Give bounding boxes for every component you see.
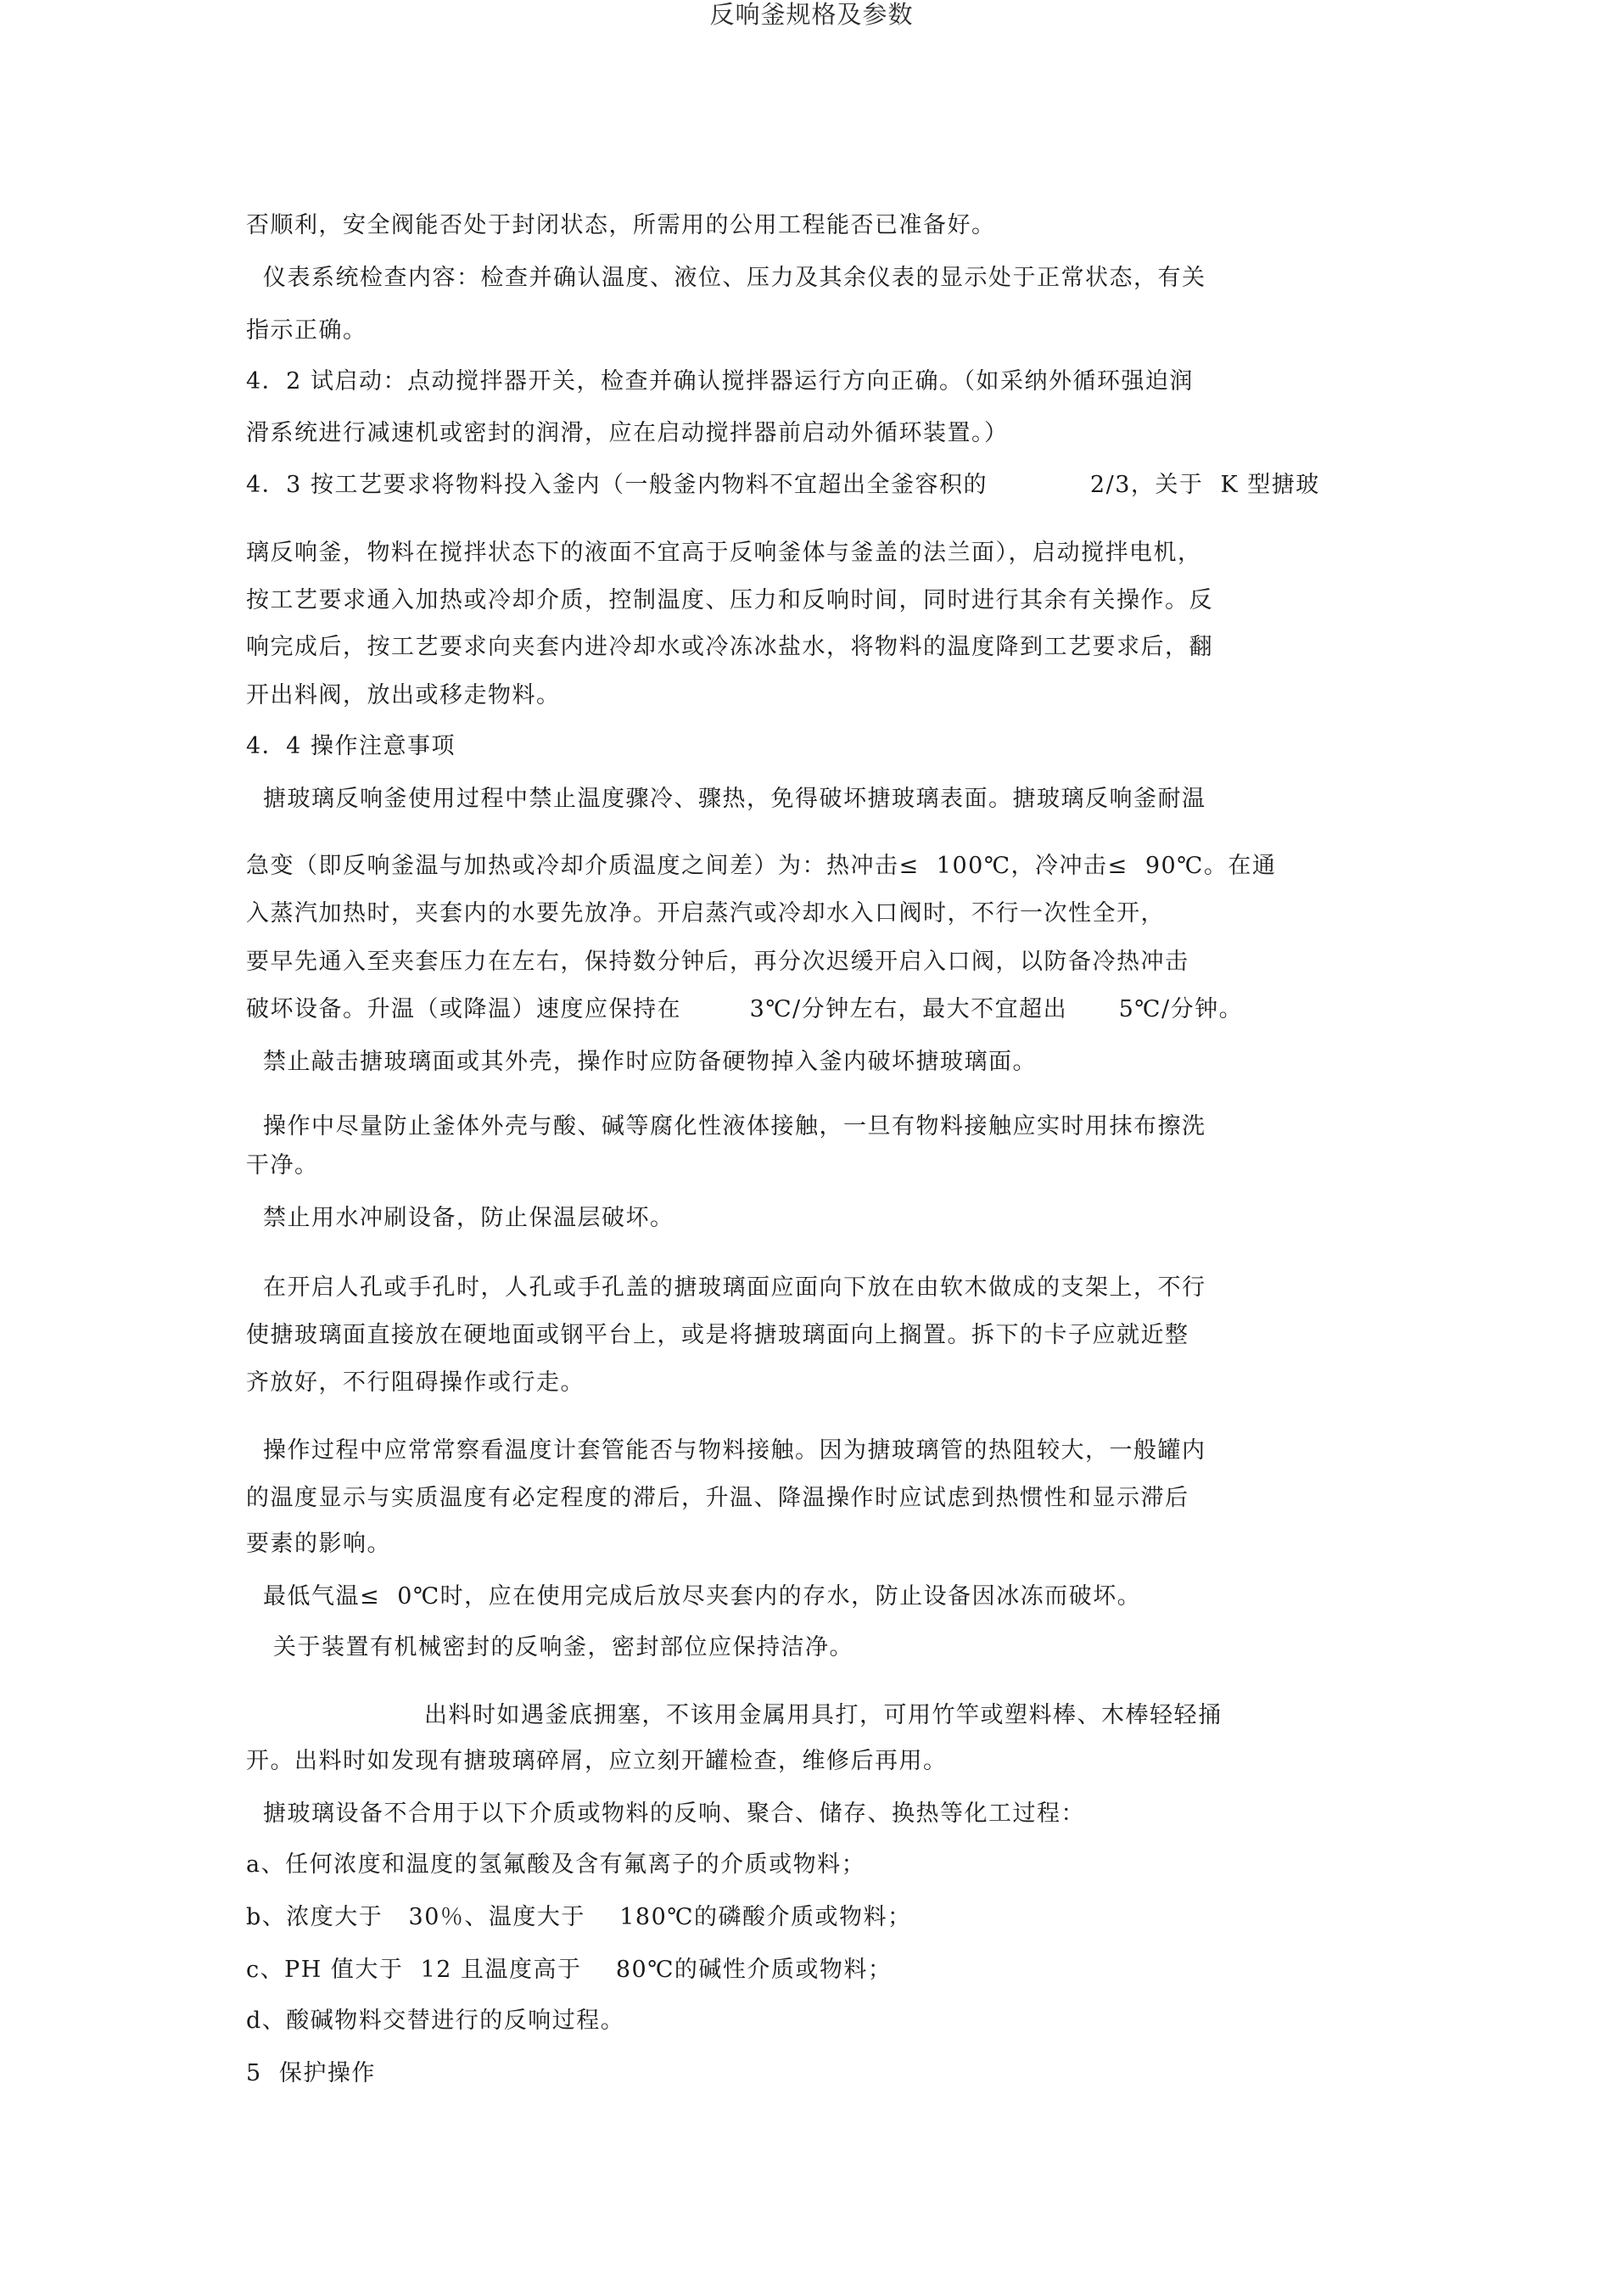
text-line: 搪玻璃反响釜使用过程中禁止温度骤冷、骤热，免得破坏搪玻璃表面。搪玻璃反响釜耐温 <box>263 786 1206 812</box>
text-line: 急变（即反响釜温与加热或冷却介质温度之间差）为：热冲击≤ 100℃，冷冲击≤ 90℃。在通 <box>246 853 1277 879</box>
text-line: 齐放好，不行阻碍操作或行走。 <box>246 1369 585 1396</box>
text-line: 响完成后，按工艺要求向夹套内进冷却水或冷冻冰盐水，将物料的温度降到工艺要求后，翻 <box>246 634 1213 660</box>
text-line: 仪表系统检查内容：检查并确认温度、液位、压力及其余仪表的显示处于正常状态，有关 <box>263 265 1206 291</box>
text-line: 的温度显示与实质温度有必定程度的滞后，升温、降温操作时应试虑到热惯性和显示滞后 <box>246 1485 1189 1511</box>
text-line: 按工艺要求通入加热或冷却介质，控制温度、压力和反响时间，同时进行其余有关操作。反 <box>246 587 1213 613</box>
text-line: 否顺利，安全阀能否处于封闭状态，所需用的公用工程能否已准备好。 <box>246 212 996 238</box>
text-line: 使搪玻璃面直接放在硬地面或钢平台上，或是将搪玻璃面向上搁置。拆下的卡子应就近整 <box>246 1322 1189 1348</box>
text-line: 出料时如遇釜底拥塞，不该用金属用具打，可用竹竿或塑料棒、木棒轻轻捅 <box>424 1702 1223 1728</box>
text-line: 开。出料时如发现有搪玻璃碎屑，应立刻开罐检查，维修后再用。 <box>246 1748 948 1774</box>
text-line: a、任何浓度和温度的氢氟酸及含有氟离子的介质或物料； <box>246 1851 866 1878</box>
text-line: 操作中尽量防止釜体外壳与酸、碱等腐化性液体接触，一旦有物料接触应实时用抹布擦洗 <box>263 1113 1206 1140</box>
text-line: 4．2 试启动：点动搅拌器开关，检查并确认搅拌器运行方向正确。（如采纳外循环强迫润 <box>246 368 1194 395</box>
text-line: 禁止用水冲刷设备，防止保温层破坏。 <box>263 1205 674 1231</box>
section-heading: 5 保护操作 <box>246 2060 376 2086</box>
text-line: 要素的影响。 <box>246 1531 391 1557</box>
text-line: 破坏设备。升温（或降温）速度应保持在 3℃/分钟左右，最大不宜超出 5℃/分钟。 <box>246 996 1244 1022</box>
text-line: 开出料阀，放出或移走物料。 <box>246 682 561 708</box>
text-line: 最低气温≤ 0℃时，应在使用完成后放尽夹套内的存水，防止设备因冰冻而破坏。 <box>263 1583 1142 1610</box>
page-header-title: 反响釜规格及参数 <box>709 0 914 29</box>
text-line: 在开启人孔或手孔时，人孔或手孔盖的搪玻璃面应面向下放在由软木做成的支架上，不行 <box>263 1274 1206 1301</box>
text-line: 干净。 <box>246 1152 319 1179</box>
text-line: 要早先通入至夹套压力在左右，保持数分钟后，再分次迟缓开启入口阀，以防备冷热冲击 <box>246 949 1189 975</box>
text-line: 4．4 操作注意事项 <box>246 733 456 759</box>
text-line: 4．3 按工艺要求将物料投入釜内（一般釜内物料不宜超出全釜容积的 2/3，关于 K 型搪玻 <box>246 472 1320 498</box>
text-line: 操作过程中应常常察看温度计套管能否与物料接触。因为搪玻璃管的热阻较大，一般罐内 <box>263 1437 1206 1464</box>
text-line: c、PH 值大于 12 且温度高于 80℃的碱性介质或物料； <box>246 1957 893 1983</box>
text-line: 关于装置有机械密封的反响釜，密封部位应保持洁净。 <box>273 1634 853 1660</box>
text-line: 指示正确。 <box>246 317 367 344</box>
text-line: d、酸碱物料交替进行的反响过程。 <box>246 2008 625 2034</box>
text-line: 搪玻璃设备不合用于以下介质或物料的反响、聚合、储存、换热等化工过程： <box>263 1800 1085 1827</box>
text-line: 禁止敲击搪玻璃面或其外壳，操作时应防备硬物掉入釜内破坏搪玻璃面。 <box>263 1049 1037 1075</box>
text-line: 滑系统进行减速机或密封的润滑，应在启动搅拌器前启动外循环装置。） <box>246 420 1009 446</box>
text-line: 入蒸汽加热时，夹套内的水要先放净。开启蒸汽或冷却水入口阀时，不行一次性全开， <box>246 900 1165 927</box>
text-line: b、浓度大于 30％、温度大于 180℃的磷酸介质或物料； <box>246 1904 912 1930</box>
text-line: 璃反响釜，物料在搅拌状态下的液面不宜高于反响釜体与釜盖的法兰面），启动搅拌电机， <box>246 540 1202 566</box>
